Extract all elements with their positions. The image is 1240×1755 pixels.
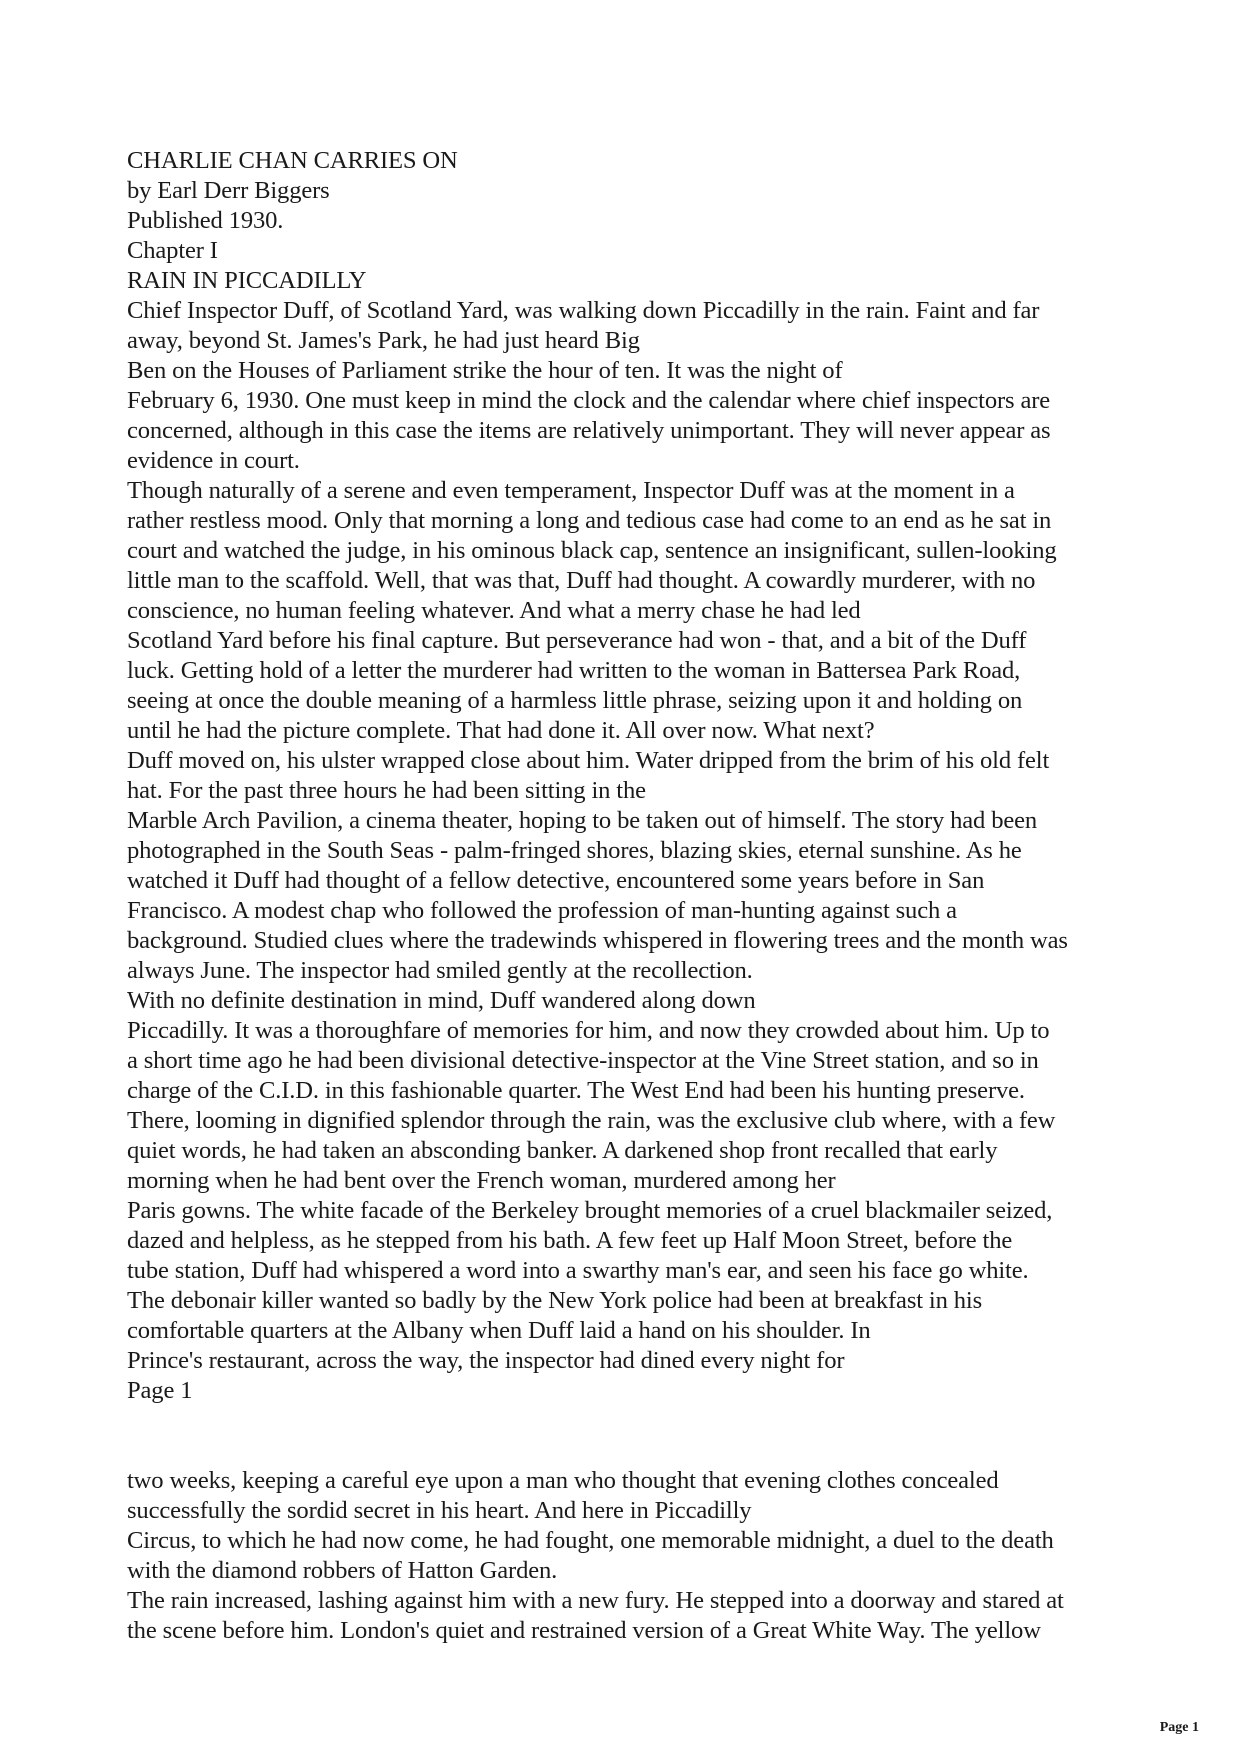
text-line: dazed and helpless, as he stepped from his bath. A few feet up Half Moon Street, before the xyxy=(127,1227,1013,1254)
text-line: seeing at once the double meaning of a harmless little phrase, seizing upon it and holding on xyxy=(127,687,1023,714)
publication-year: Published 1930. xyxy=(127,207,284,234)
text-line: always June. The inspector had smiled gently at the recollection. xyxy=(127,957,753,984)
text-line: Paris gowns. The white facade of the Berkeley brought memories of a cruel blackmailer seized, xyxy=(127,1197,1053,1224)
text-line: a short time ago he had been divisional detective-inspector at the Vine Street station, and so in xyxy=(127,1047,1039,1074)
text-line: court and watched the judge, in his ominous black cap, sentence an insignificant, sullen-looking xyxy=(127,537,1057,564)
text-line: charge of the C.I.D. in this fashionable quarter. The West End had been his hunting preserve. xyxy=(127,1077,1025,1104)
text-line: background. Studied clues where the tradewinds whispered in flowering trees and the month was xyxy=(127,927,1068,954)
text-line: with the diamond robbers of Hatton Garden. xyxy=(127,1557,558,1584)
text-line: concerned, although in this case the items are relatively unimportant. They will never appear as xyxy=(127,417,1051,444)
text-line: conscience, no human feeling whatever. And what a merry chase he had led xyxy=(127,597,861,624)
text-line: away, beyond St. James's Park, he had just heard Big xyxy=(127,327,640,354)
text-line: The debonair killer wanted so badly by the New York police had been at breakfast in his xyxy=(127,1287,983,1314)
chapter-title: RAIN IN PICCADILLY xyxy=(127,267,367,294)
text-line: Prince's restaurant, across the way, the inspector had dined every night for xyxy=(127,1347,845,1374)
text-line: Though naturally of a serene and even temperament, Inspector Duff was at the moment in a xyxy=(127,477,1015,504)
text-line: Circus, to which he had now come, he had fought, one memorable midnight, a duel to the death xyxy=(127,1527,1054,1554)
continuation-text xyxy=(127,1466,1137,1646)
chapter-number: Chapter I xyxy=(127,237,218,264)
document-page xyxy=(127,146,1137,1646)
text-line: With no definite destination in mind, Duff wandered along down xyxy=(127,987,756,1014)
text-line: until he had the picture complete. That had done it. All over now. What next? xyxy=(127,717,875,744)
text-line: Marble Arch Pavilion, a cinema theater, hoping to be taken out of himself. The story had been xyxy=(127,807,1038,834)
text-line: There, looming in dignified splendor through the rain, was the exclusive club where, with a few xyxy=(127,1107,1056,1134)
text-line: watched it Duff had thought of a fellow detective, encountered some years before in San xyxy=(127,867,985,894)
text-line: comfortable quarters at the Albany when Duff laid a hand on his shoulder. In xyxy=(127,1317,871,1344)
text-line: Chief Inspector Duff, of Scotland Yard, was walking down Piccadilly in the rain. Faint and far xyxy=(127,297,1040,324)
book-author: by Earl Derr Biggers xyxy=(127,177,330,204)
text-line: two weeks, keeping a careful eye upon a man who thought that evening clothes concealed xyxy=(127,1467,999,1494)
text-line: successfully the sordid secret in his heart. And here in Piccadilly xyxy=(127,1497,752,1524)
text-line: little man to the scaffold. Well, that was that, Duff had thought. A cowardly murderer, with no xyxy=(127,567,1036,594)
text-line: the scene before him. London's quiet and restrained version of a Great White Way. The yellow xyxy=(127,1617,1041,1644)
text-line: Ben on the Houses of Parliament strike the hour of ten. It was the night of xyxy=(127,357,843,384)
page-break xyxy=(127,1406,1137,1466)
text-line: evidence in court. xyxy=(127,447,300,474)
text-line: Scotland Yard before his final capture. But perseverance had won - that, and a bit of the Duff xyxy=(127,627,1027,654)
book-title: CHARLIE CHAN CARRIES ON xyxy=(127,147,458,174)
body-text xyxy=(127,296,1137,1406)
text-line: The rain increased, lashing against him with a new fury. He stepped into a doorway and stared at xyxy=(127,1587,1064,1614)
page-footer: Page 1 xyxy=(1159,1720,1199,1735)
text-line: quiet words, he had taken an absconding banker. A darkened shop front recalled that early xyxy=(127,1137,998,1164)
text-line: Francisco. A modest chap who followed the profession of man-hunting against such a xyxy=(127,897,957,924)
text-line: photographed in the South Seas - palm-fringed shores, blazing skies, eternal sunshine. As he xyxy=(127,837,1022,864)
text-line: luck. Getting hold of a letter the murderer had written to the woman in Battersea Park Road, xyxy=(127,657,1021,684)
text-line: February 6, 1930. One must keep in mind the clock and the calendar where chief inspectors are xyxy=(127,387,1051,414)
text-line: rather restless mood. Only that morning a long and tedious case had come to an end as he sat in xyxy=(127,507,1052,534)
text-line: Page 1 xyxy=(127,1377,193,1404)
text-line: tube station, Duff had whispered a word into a swarthy man's ear, and seen his face go white. xyxy=(127,1257,1029,1284)
text-line: Duff moved on, his ulster wrapped close about him. Water dripped from the brim of his old felt xyxy=(127,747,1050,774)
text-line: Piccadilly. It was a thoroughfare of memories for him, and now they crowded about him. Up to xyxy=(127,1017,1050,1044)
text-line: hat. For the past three hours he had been sitting in the xyxy=(127,777,646,804)
text-line: morning when he had bent over the French woman, murdered among her xyxy=(127,1167,836,1194)
